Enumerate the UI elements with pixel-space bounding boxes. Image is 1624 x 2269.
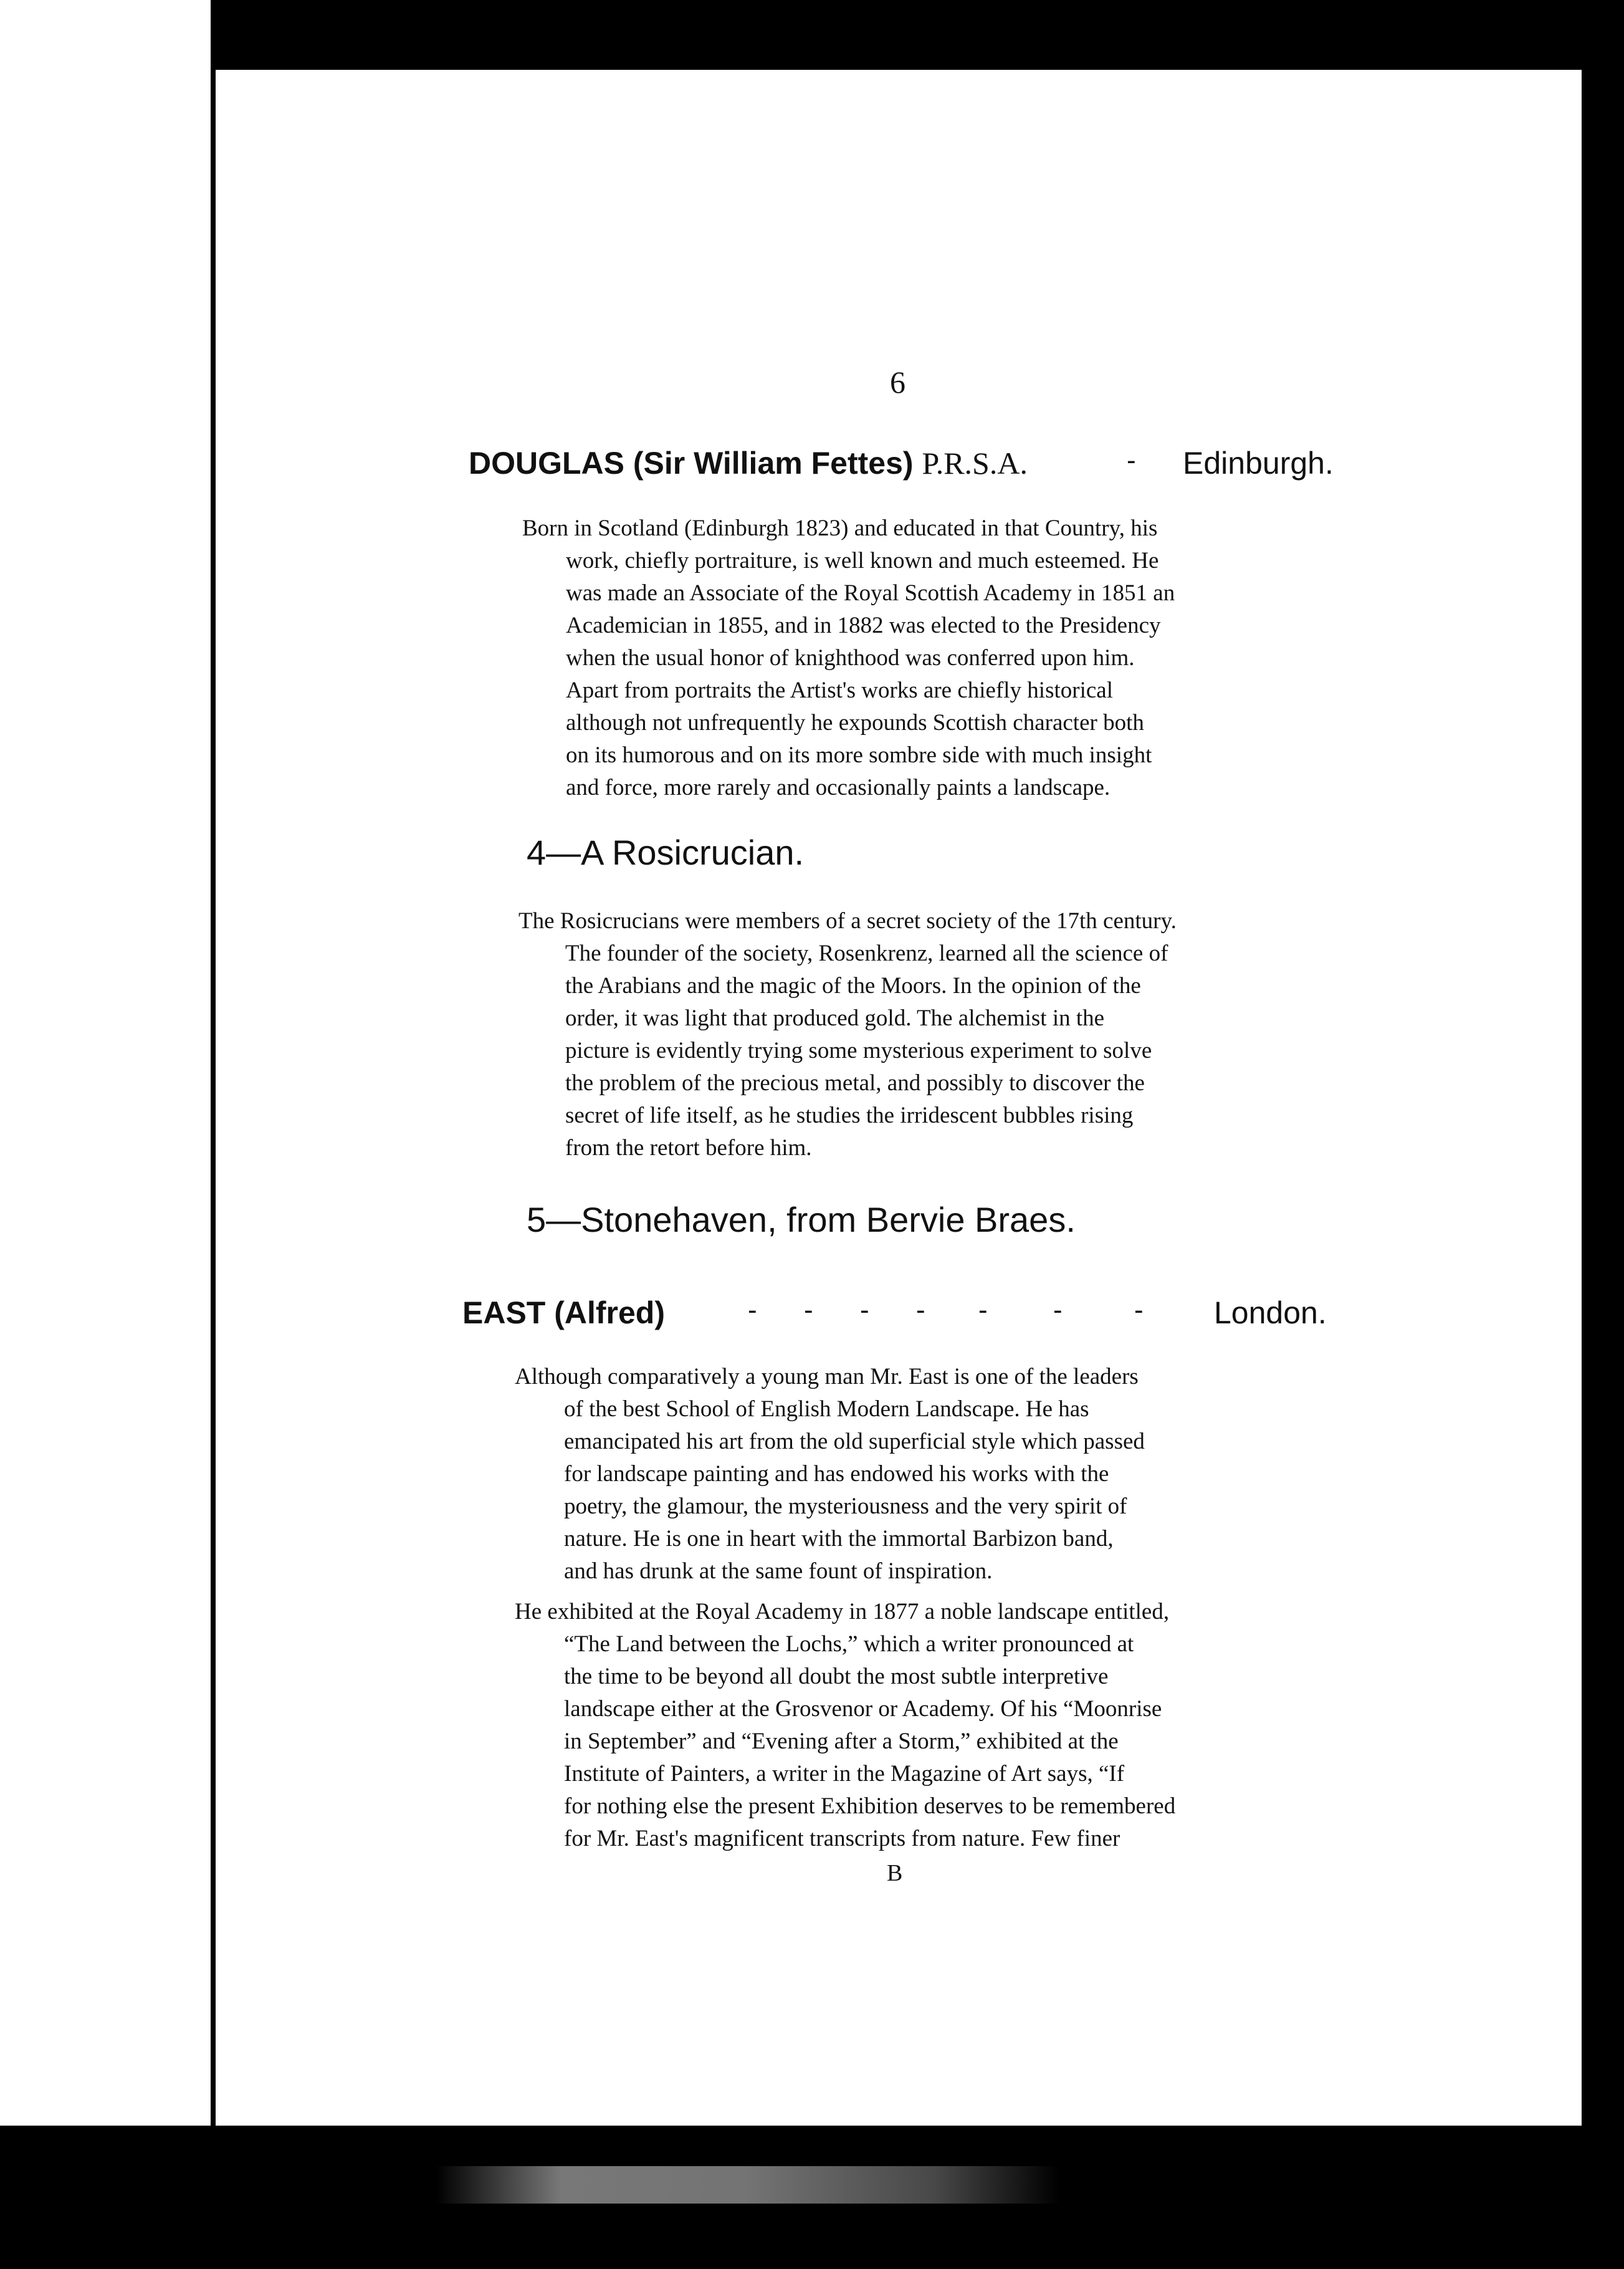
work-description-line: from the retort before him.	[565, 1135, 812, 1161]
leader-dash: -	[1127, 445, 1136, 476]
leader-dash: -	[916, 1295, 925, 1325]
bio-line: when the usual honor of knighthood was conferred upon him.	[566, 645, 1135, 671]
work-description-line: order, it was light that produced gold. The alchemist in the	[565, 1005, 1105, 1031]
artist-credential: P.R.S.A.	[922, 446, 1028, 481]
artist-name: DOUGLAS (Sir William Fettes)	[469, 446, 914, 481]
artist-location: Edinburgh.	[1183, 446, 1334, 481]
bio-line: and has drunk at the same fount of inspiration.	[564, 1558, 993, 1584]
work-description-line: the Arabians and the magic of the Moors. In the opinion of the	[565, 973, 1141, 999]
leader-dash: -	[860, 1295, 869, 1325]
work-description-line: the problem of the precious metal, and possibly to discover the	[565, 1070, 1145, 1096]
bio-line: He exhibited at the Royal Academy in 1877 a noble landscape entitled,	[515, 1599, 1170, 1624]
bio-line: Although comparatively a young man Mr. East is one of the leaders	[515, 1364, 1139, 1389]
work-description-line: picture is evidently trying some mysterious experiment to solve	[565, 1038, 1152, 1063]
page-number: 6	[890, 365, 905, 400]
bio-line: on its humorous and on its more sombre side with much insight	[566, 742, 1152, 768]
artist-heading-east: EAST (Alfred)	[462, 1295, 665, 1330]
leader-dash: -	[748, 1295, 757, 1325]
leader-dash: -	[1053, 1295, 1063, 1325]
bio-line: although not unfrequently he expounds Scottish character both	[566, 710, 1144, 736]
bio-line: of the best School of English Modern Landscape. He has	[564, 1396, 1089, 1422]
leader-dash: -	[978, 1295, 988, 1325]
adjacent-page-strip	[0, 0, 211, 2126]
bio-line: and force, more rarely and occasionally paints a landscape.	[566, 775, 1111, 800]
bio-line: work, chiefly portraiture, is well known and much esteemed. He	[566, 548, 1159, 573]
work-title: 5—Stonehaven, from Bervie Braes.	[527, 1200, 1076, 1239]
bio-line: Academician in 1855, and in 1882 was elected to the Presidency	[566, 613, 1161, 638]
work-title: 4—A Rosicrucian.	[527, 833, 805, 872]
bio-line: “The Land between the Lochs,” which a writer pronounced at	[564, 1631, 1134, 1657]
bio-line: poetry, the glamour, the mysteriousness and the very spirit of	[564, 1494, 1127, 1519]
work-description-line: secret of life itself, as he studies the irridescent bubbles rising	[565, 1103, 1134, 1128]
bio-line: was made an Associate of the Royal Scottish Academy in 1851 an	[566, 580, 1175, 606]
bio-line: in September” and “Evening after a Storm,” exhibited at the	[564, 1729, 1119, 1754]
bio-line: emancipated his art from the old superficial style which passed	[564, 1429, 1145, 1454]
signature-mark: B	[887, 1860, 903, 1886]
work-description-line: The founder of the society, Rosenkrenz, learned all the science of	[565, 941, 1168, 966]
bio-line: Apart from portraits the Artist's works are chiefly historical	[566, 678, 1113, 703]
leader-dash: -	[1134, 1295, 1144, 1325]
page-divider	[211, 0, 216, 2126]
bio-line: the time to be beyond all doubt the most subtle interpretive	[564, 1664, 1109, 1689]
bio-line: Born in Scotland (Edinburgh 1823) and educated in that Country, his	[522, 516, 1158, 541]
artist-location: London.	[1214, 1295, 1327, 1330]
bio-line: nature. He is one in heart with the immortal Barbizon band,	[564, 1526, 1114, 1552]
scan-artifact	[436, 2166, 1059, 2204]
bio-line: for nothing else the present Exhibition deserves to be remembered	[564, 1793, 1176, 1819]
bio-line: Institute of Painters, a writer in the Magazine of Art says, “If	[564, 1761, 1125, 1787]
bio-line: for landscape painting and has endowed his works with the	[564, 1461, 1109, 1487]
artist-heading-douglas	[469, 445, 1028, 481]
work-description-line: The Rosicrucians were members of a secret society of the 17th century.	[518, 908, 1177, 934]
bio-line: for Mr. East's magnificent transcripts from nature. Few finer	[564, 1826, 1120, 1851]
leader-dash: -	[804, 1295, 813, 1325]
bio-line: landscape either at the Grosvenor or Academy. Of his “Moonrise	[564, 1696, 1162, 1722]
